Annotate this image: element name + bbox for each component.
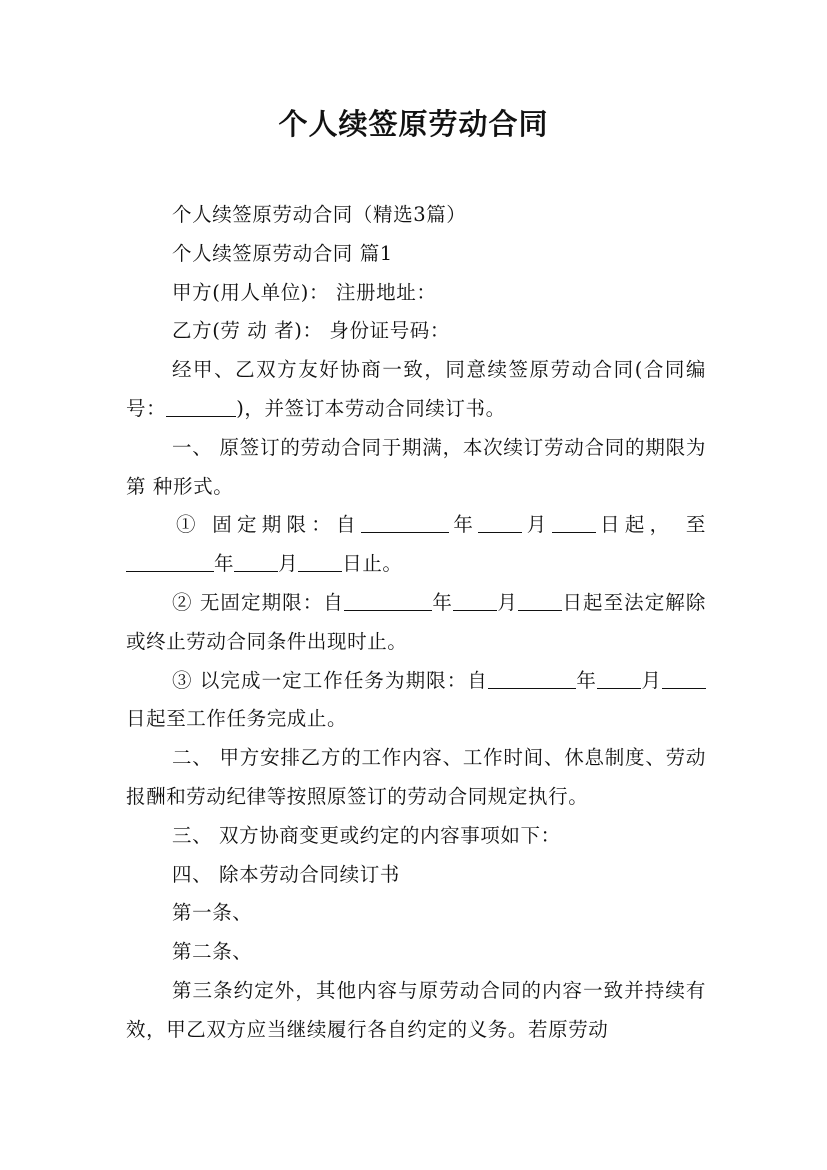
agreement-text-start: 经甲、乙双方友好协商一致，同意续签原劳动合同(合同编号：: [126, 358, 706, 420]
blank-day-end: [298, 549, 342, 572]
paragraph-article-1: 第一条、: [172, 901, 253, 925]
blank-year-end: [126, 549, 214, 572]
year-label: 年: [431, 590, 453, 614]
blank-year: [344, 588, 432, 611]
blank-day: [552, 510, 596, 533]
blank-month: [597, 666, 641, 689]
paragraph-clause-3: 三、 双方协商变更或约定的内容事项如下：: [172, 823, 561, 847]
blank-month: [478, 510, 522, 533]
paragraph-chapter-heading: 个人续签原劳动合同 篇1: [172, 241, 393, 265]
agreement-text-end: )，并签订本劳动合同续订书。: [236, 396, 506, 420]
paragraph-party-a: 甲方(用人单位)： 注册地址：: [172, 280, 437, 304]
paragraph-task-term: [126, 662, 706, 740]
task-term-label: ③ 以完成一定工作任务为期限：自: [172, 668, 488, 692]
year-label: 年: [575, 668, 597, 692]
paragraph-selection-note: 个人续签原劳动合同（精选3篇）: [172, 203, 467, 226]
paragraph-party-b: 乙方(劳 动 者)： 身份证号码：: [172, 319, 451, 343]
paragraph-clause-4: 四、 除本劳动合同续订书: [172, 862, 400, 886]
paragraph-article-3: 第三条约定外，其他内容与原劳动合同的内容一致并持续有效，甲乙双方应当继续履行各自约定的义务。若原劳动: [126, 978, 706, 1041]
blank-year: [361, 510, 449, 533]
paragraph-article-2: 第二条、: [172, 940, 253, 964]
paragraph-agreement: [126, 351, 706, 429]
open-term-label: ② 无固定期限：自: [172, 590, 344, 614]
document-body: [126, 196, 706, 1050]
month-label: 月: [640, 668, 662, 692]
day-start-label: 日起， 至: [595, 513, 706, 537]
blank-day: [518, 588, 562, 611]
month-end-label: 月: [278, 552, 299, 576]
document-title: 个人续签原劳动合同: [278, 107, 549, 141]
blank-month: [453, 588, 497, 611]
open-term-end-text: 日起至法定解除或终止劳动合同条件出现时止。: [126, 590, 706, 653]
fixed-term-label: ① 固定期限：自: [176, 513, 361, 537]
contract-number-blank: [166, 394, 236, 417]
paragraph-clause-2: 二、 甲方安排乙方的工作内容、工作时间、休息制度、劳动报酬和劳动纪律等按照原签订的劳动合同规定执行。: [126, 746, 706, 808]
blank-year: [488, 666, 576, 689]
month-label: 月: [496, 590, 518, 614]
paragraph-fixed-term: [126, 506, 706, 584]
year-label: 年: [448, 513, 479, 537]
paragraph-open-term: [126, 584, 706, 662]
paragraph-clause-1: 一、 原签订的劳动合同于期满，本次续订劳动合同的期限为第 种形式。: [126, 435, 706, 498]
blank-day: [662, 666, 706, 689]
task-term-end-text: 日起至工作任务完成止。: [126, 707, 348, 731]
month-label: 月: [522, 513, 552, 537]
year-end-label: 年: [214, 552, 235, 576]
blank-month-end: [234, 549, 278, 572]
day-end-label: 日止。: [342, 552, 403, 576]
